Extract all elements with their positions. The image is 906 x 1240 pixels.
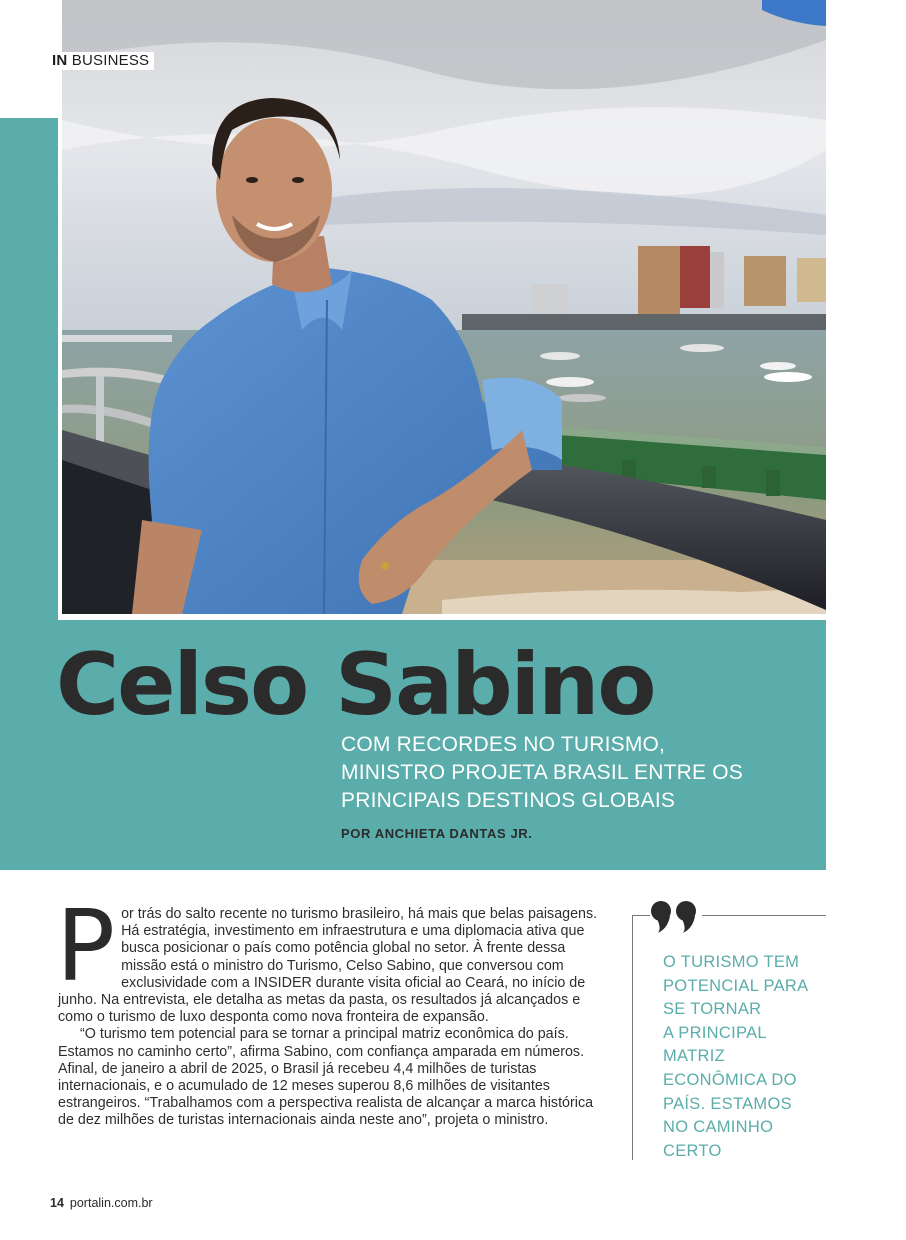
pull-quote-line: POTENCIAL PARA — [663, 976, 809, 995]
hero-photo — [62, 0, 826, 614]
pull-quote-line: O TURISMO TEM — [663, 953, 800, 971]
pull-quote — [632, 900, 828, 1160]
subtitle-line: PRINCIPAIS DESTINOS GLOBAIS — [341, 789, 676, 812]
quote-mark-icon — [650, 900, 700, 934]
pull-quote-line: MATRIZ — [663, 1047, 725, 1066]
site-url: portalin.com.br — [69, 1196, 153, 1210]
pull-quote-text — [663, 951, 828, 1163]
drop-cap: P — [56, 890, 116, 1004]
page-footer — [50, 1196, 153, 1210]
article-paragraph: “O turismo tem potencial para se tornar a principal matriz econômica do país. Estamos no caminho certo”, afirma Sabino, com confiança amparada em números. Afinal, de janeiro a abril de 2025, o Brasil já recebeu 4,4 milhões de turistas internacionais, e o acumulado de 12 meses superou 8,6 milhões de visitantes estrangeiros. “Trabalhamos com a perspectiva realista de alcançar a marca histórica de dez milhões de turistas internacionais ainda neste ano”, projeta o ministro. — [58, 1026, 594, 1129]
pull-quote-line: SE TORNAR — [663, 1000, 762, 1019]
article-paragraph: or trás do salto recente no turismo brasileiro, há mais que belas paisagens. Há estratégia, investimento em infraestrutura e uma diplomacia ativa que busca posicionar o país como potência global no setor. À frente dessa missão está o ministro do Turismo, Celso Sabino, que conversou com exclusividade com a INSIDER durante visita oficial ao Ceará, no início de junho. Na entrevista, ele detalha as metas da pasta, os resultados já alcançados e como o turismo de luxo desponta como nova fronteira de expansão. — [58, 906, 598, 1026]
subtitle-line: COM RECORDES NO TURISMO, — [341, 733, 666, 756]
subtitle — [341, 731, 811, 815]
pull-quote-line: A PRINCIPAL — [663, 1023, 767, 1042]
pull-quote-rule — [632, 916, 633, 1160]
byline: POR ANCHIETA DANTAS JR. — [341, 826, 533, 841]
section-label-bold: IN — [52, 52, 68, 69]
pull-quote-line: ECONÔMICA DO — [663, 1070, 797, 1089]
article-body — [56, 890, 598, 1130]
pull-quote-rule — [632, 915, 650, 916]
pull-quote-line: CERTO — [663, 1141, 722, 1160]
section-label-text: BUSINESS — [71, 52, 150, 69]
pull-quote-line: NO CAMINHO — [663, 1118, 774, 1137]
page-number: 14 — [50, 1196, 64, 1210]
pull-quote-line: PAÍS. ESTAMOS — [663, 1094, 792, 1113]
section-label — [48, 52, 154, 70]
pull-quote-rule — [702, 915, 826, 916]
subtitle-line: MINISTRO PROJETA BRASIL ENTRE OS — [341, 761, 743, 784]
headline: Celso Sabino — [56, 635, 655, 735]
